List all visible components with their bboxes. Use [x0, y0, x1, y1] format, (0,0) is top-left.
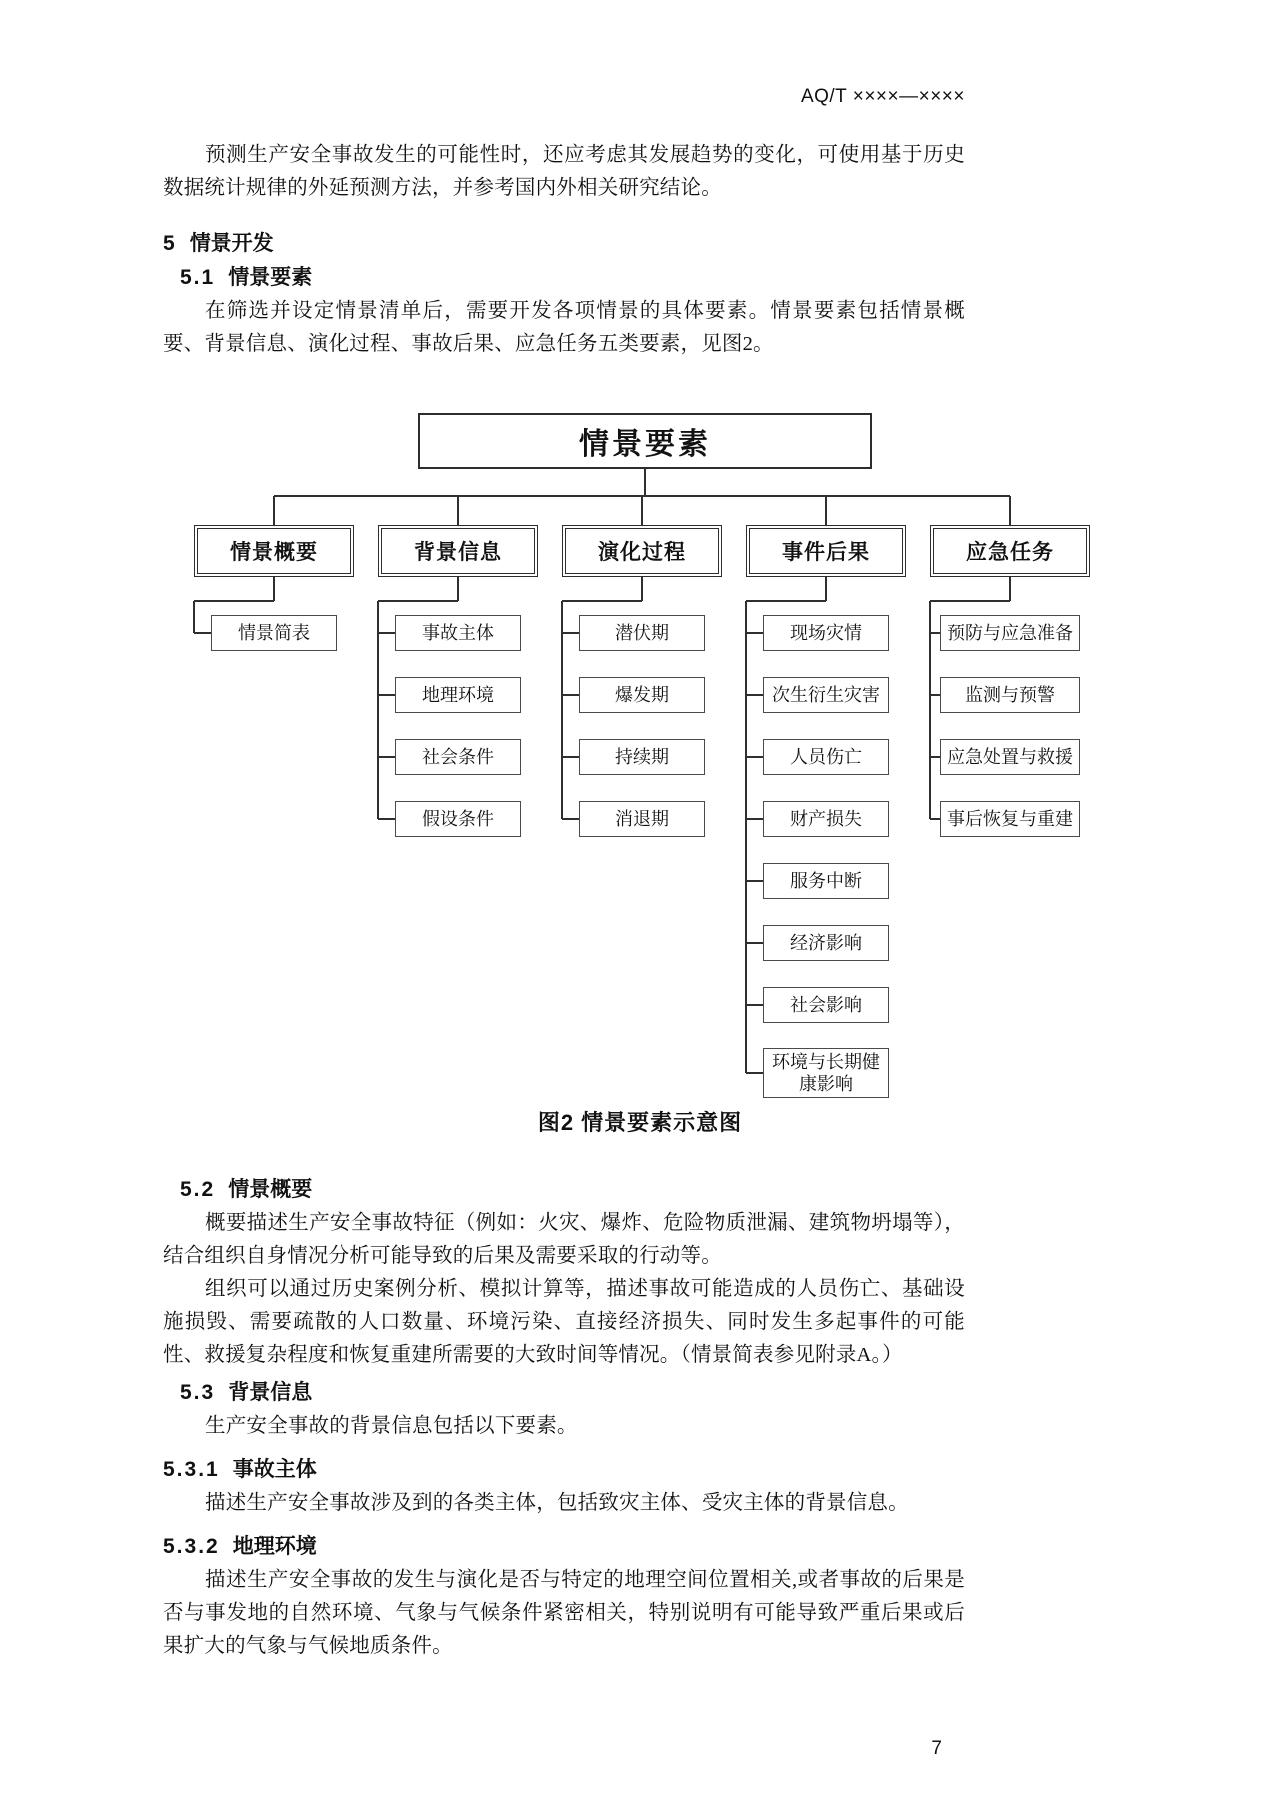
diagram-node: 环境与长期健康影响: [763, 1048, 889, 1098]
heading-number: 5.3: [180, 1381, 216, 1404]
heading-5-2: [180, 1177, 965, 1203]
diagram-node: 潜伏期: [579, 615, 705, 651]
heading-number: 5.3.2: [163, 1535, 220, 1558]
heading-number: 5.1: [180, 266, 216, 289]
heading-title: 事故主体: [232, 1458, 317, 1481]
diagram-node: 现场灾情: [763, 615, 889, 651]
diagram-node: 持续期: [579, 739, 705, 775]
diagram-node: 情景简表: [211, 615, 337, 651]
heading-5-3: [180, 1380, 965, 1406]
diagram-branch-background-info: 背景信息: [378, 525, 538, 577]
diagram-node: 事后恢复与重建: [940, 801, 1080, 837]
paragraph-geo: 描述生产安全事故的发生与演化是否与特定的地理空间位置相关,或者事故的后果是否与事发地的自然环境、气象与气候条件紧密相关，特别说明有可能导致严重后果或后果扩大的气象与气候地质条件。: [163, 1569, 965, 1657]
heading-5-3-2: [163, 1534, 965, 1560]
paragraph-summary-2: 组织可以通过历史案例分析、模拟计算等，描述事故可能造成的人员伤亡、基础设施损毁、需要疏散的人口数量、环境污染、直接经济损失、同时发生多起事件的可能性、救援复杂程度和恢复重建所需要的大致时间等情况。（情景简表参见附录A。）: [163, 1278, 965, 1366]
paragraph-elements: 在筛选并设定情景清单后，需要开发各项情景的具体要素。情景要素包括情景概要、背景信息、演化过程、事故后果、应急任务五类要素，见图2。: [163, 300, 965, 355]
diagram-branch-emergency-tasks: 应急任务: [930, 525, 1090, 577]
doc-code: AQ/T ××××—××××: [800, 86, 965, 107]
heading-5-1: [180, 265, 965, 291]
diagram-branch-scenario-summary: 情景概要: [194, 525, 354, 577]
heading-number: 5: [163, 232, 177, 255]
diagram-node: 财产损失: [763, 801, 889, 837]
diagram-node: 消退期: [579, 801, 705, 837]
diagram-node: 假设条件: [395, 801, 521, 837]
figure-2-diagram: [0, 361, 1280, 1151]
diagram-node: 监测与预警: [940, 677, 1080, 713]
page-content: [163, 0, 1073, 1663]
diagram-node: 爆发期: [579, 677, 705, 713]
diagram-branch-evolution-process: 演化过程: [562, 525, 722, 577]
heading-5-3-1: [163, 1457, 965, 1483]
heading-number: 5.2: [180, 1178, 216, 1201]
paragraph-summary-1: 概要描述生产安全事故特征（例如：火灾、爆炸、危险物质泄漏、建筑物坍塌等），结合组织自身情况分析可能导致的后果及需要采取的行动等。: [163, 1212, 965, 1267]
diagram-node: 社会影响: [763, 987, 889, 1023]
heading-title: 情景概要: [228, 1178, 313, 1201]
diagram-node: 地理环境: [395, 677, 521, 713]
heading-title: 背景信息: [228, 1381, 313, 1404]
heading-5: [163, 231, 965, 257]
paragraph-subject: 描述生产安全事故涉及到的各类主体，包括致灾主体、受灾主体的背景信息。: [205, 1492, 909, 1514]
diagram-node: 经济影响: [763, 925, 889, 961]
heading-title: 情景开发: [189, 232, 274, 255]
paragraph-background: 生产安全事故的背景信息包括以下要素。: [205, 1415, 578, 1437]
diagram-root-node: 情景要素: [418, 413, 872, 469]
diagram-node: 预防与应急准备: [940, 615, 1080, 651]
diagram-branch-event-consequences: 事件后果: [746, 525, 906, 577]
paragraph-forecast: 预测生产安全事故发生的可能性时，还应考虑其发展趋势的变化，可使用基于历史数据统计规律的外延预测方法，并参考国内外相关研究结论。: [163, 144, 965, 199]
diagram-node: 次生衍生灾害: [763, 677, 889, 713]
figure-caption: 图2 情景要素示意图: [537, 1110, 743, 1135]
diagram-node: 人员伤亡: [763, 739, 889, 775]
diagram-node: 社会条件: [395, 739, 521, 775]
heading-title: 地理环境: [232, 1535, 317, 1558]
diagram-node: 事故主体: [395, 615, 521, 651]
heading-title: 情景要素: [228, 266, 313, 289]
heading-number: 5.3.1: [163, 1458, 220, 1481]
diagram-node: 服务中断: [763, 863, 889, 899]
diagram-node: 应急处置与救援: [940, 739, 1080, 775]
page-number: 7: [931, 1738, 942, 1759]
